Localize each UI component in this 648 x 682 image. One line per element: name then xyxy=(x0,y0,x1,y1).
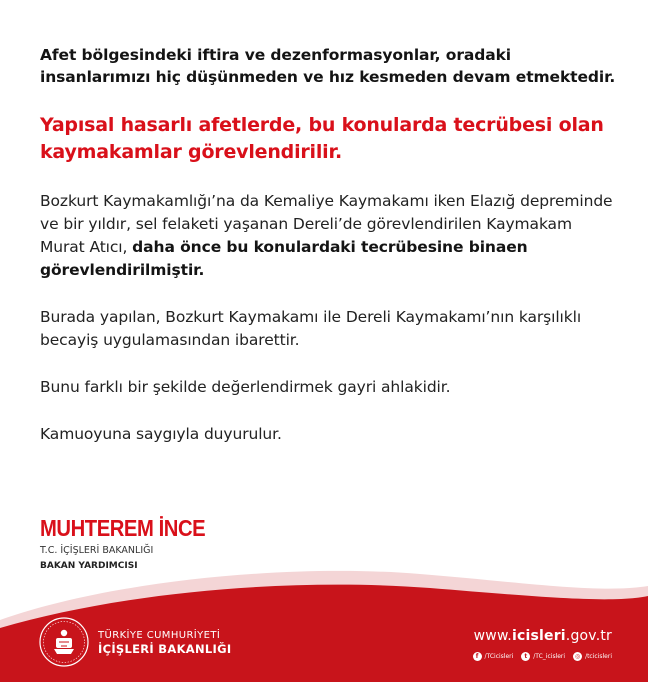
url-suffix: .gov.tr xyxy=(565,628,612,644)
facebook-handle: /TCicisleri xyxy=(484,653,514,660)
statement-body xyxy=(40,44,620,446)
url-prefix: www. xyxy=(473,628,512,644)
ministry-name xyxy=(98,629,231,657)
paragraph-3: Bunu farklı bir şekilde değerlendirmek gayri ahlakidir. xyxy=(40,378,451,396)
signatory-name: MUHTEREM İNCE xyxy=(40,515,206,541)
instagram-link[interactable] xyxy=(573,652,612,661)
ministry-line-1: TÜRKİYE CUMHURİYETİ xyxy=(98,630,221,641)
signatory-title: BAKAN YARDIMCISI xyxy=(40,561,138,571)
facebook-link[interactable] xyxy=(473,652,514,661)
instagram-icon: ◎ xyxy=(574,653,581,660)
paragraph-4: Kamuoyuna saygıyla duyurulur. xyxy=(40,425,282,443)
instagram-handle: /tcicisleri xyxy=(585,653,612,660)
headline: Yapısal hasarlı afetlerde, bu konularda tecrübesi olan kaymakamlar görevlendirilir. xyxy=(40,114,604,163)
twitter-link[interactable] xyxy=(521,652,565,661)
url-domain: icisleri xyxy=(511,628,566,644)
twitter-icon: t xyxy=(521,652,530,661)
signatory-organization: T.C. İÇİŞLERİ BAKANLIĞI xyxy=(40,545,154,556)
paragraph-2: Burada yapılan, Bozkurt Kaymakamı ile Dereli Kaymakamı’nın karşılıklı becayiş uygulamasından ibarettir. xyxy=(40,308,582,349)
facebook-icon: f xyxy=(473,652,482,661)
website-url[interactable] xyxy=(474,628,612,644)
social-links xyxy=(473,652,613,661)
ministry-line-2: İÇİŞLERİ BAKANLIĞI xyxy=(98,642,232,656)
ministry-emblem-icon xyxy=(38,616,90,668)
paragraph-1 xyxy=(40,190,620,282)
twitter-handle: /TC_icisleri xyxy=(533,653,566,660)
intro-paragraph: Afet bölgesindeki iftira ve dezenformasyonlar, oradaki insanlarımızı hiç düşünmeden ve hız kesmeden devam etmektedir. xyxy=(40,46,616,86)
footer-wave xyxy=(0,560,648,682)
paragraph-1-bold: daha önce bu konulardaki tecrübesine binaen görevlendirilmiştir. xyxy=(40,238,528,279)
paragraph-1-text: Bozkurt Kaymakamlığı’na da Kemaliye Kaymakamı iken Elazığ depreminde ve bir yıldır, sel felaketi yaşanan Dereli’de görevlendirilen Kaymakam Murat Atıcı, xyxy=(40,192,613,256)
